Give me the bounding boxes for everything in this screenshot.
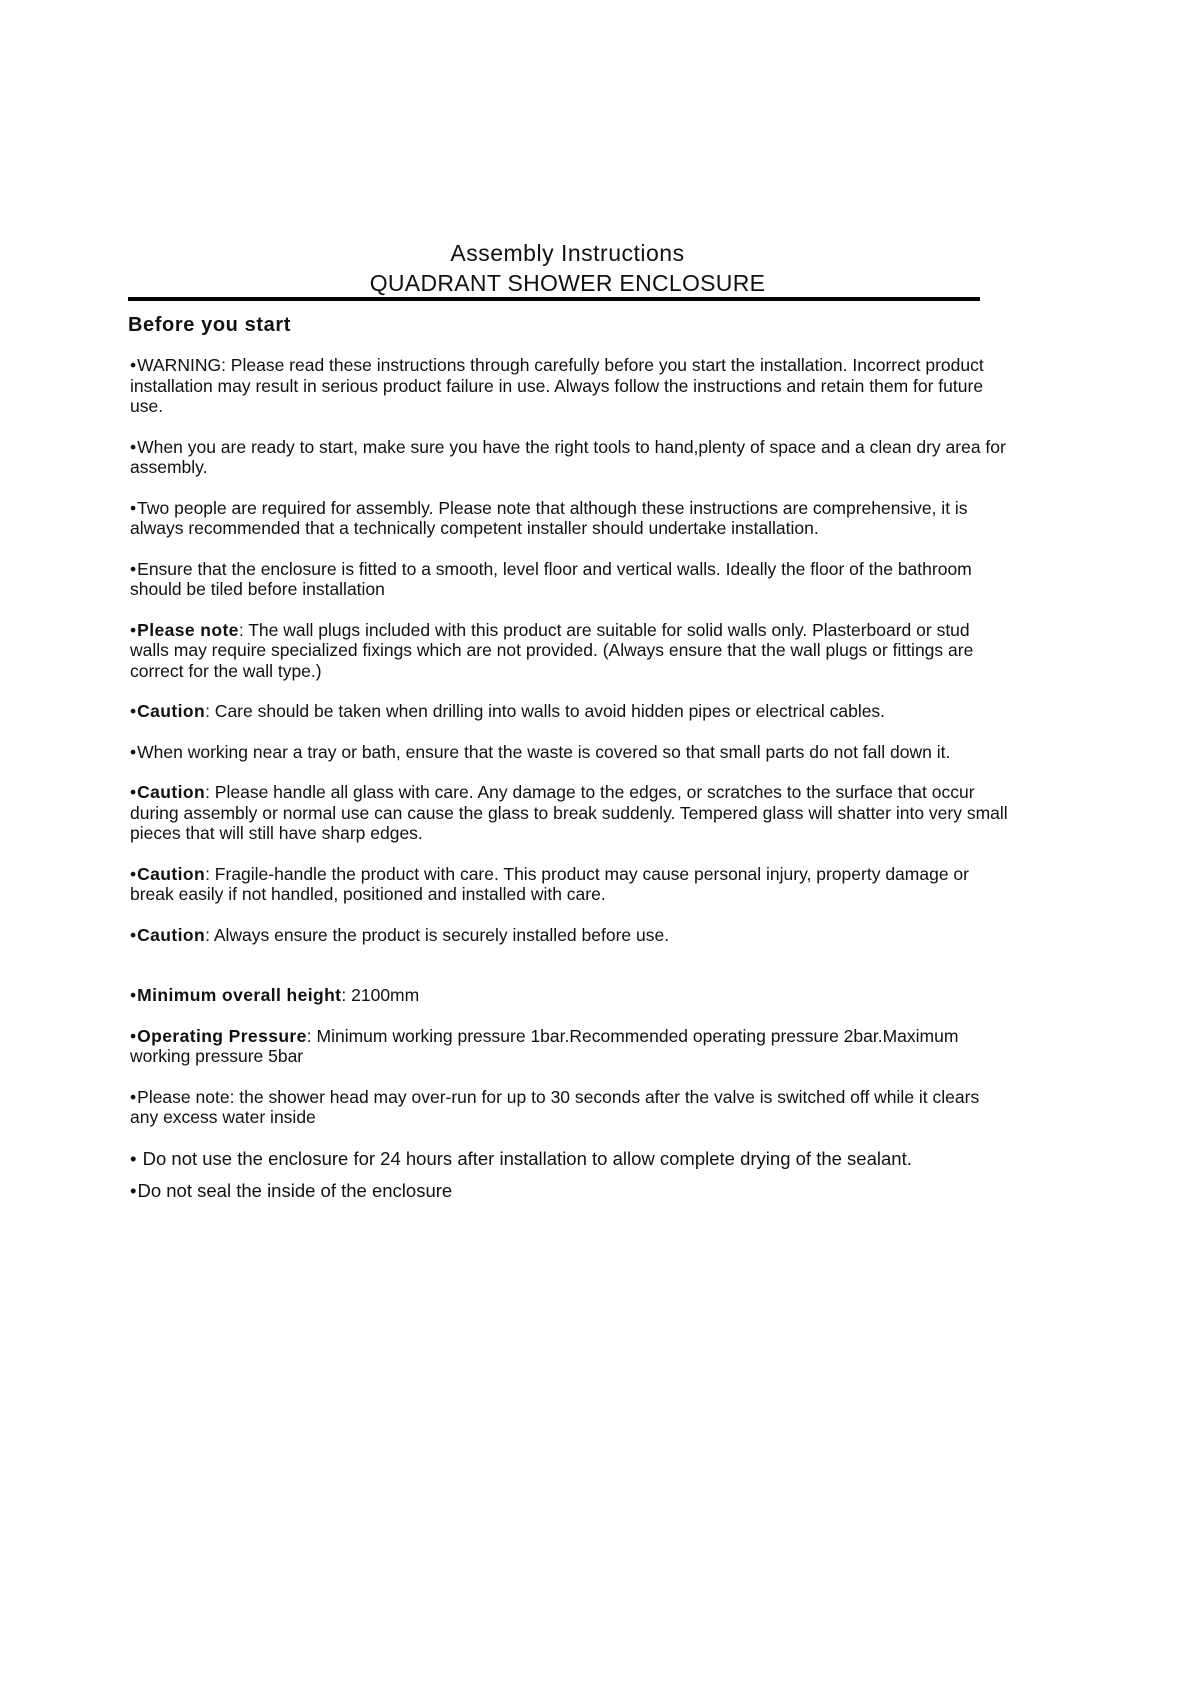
spacer (130, 965, 1010, 985)
paragraph-text: : The wall plugs included with this product are suitable for solid walls only. Plasterboard or stud walls may require specialized fixings which are not provided. (Always ensure that the wall plugs or fittings are correct for the wall type.) (130, 619, 974, 681)
paragraph-text: When working near a tray or bath, ensure that the waste is covered so that small parts do not fall down it. (137, 741, 951, 762)
instruction-paragraph (130, 864, 1010, 905)
bullet-marker: • (130, 1179, 137, 1201)
bullet-marker: • (130, 558, 137, 579)
bullet-marker: • (130, 985, 137, 1005)
bullet-marker: • (130, 924, 137, 945)
final-notes-list (130, 1148, 1010, 1202)
final-note (130, 1148, 1010, 1170)
bullet-marker: • (130, 355, 137, 375)
bullet-marker: • (130, 1147, 142, 1169)
paragraph-label: Caution (137, 782, 206, 802)
paragraph-text: : Fragile-handle the product with care. This product may cause personal injury, property damage or break easily if not handled, positioned and installed with care. (130, 863, 969, 904)
instruction-paragraph (130, 355, 1010, 417)
instruction-list (130, 355, 1010, 1128)
paragraph-label: Caution (137, 924, 206, 945)
paragraph-text: Two people are required for assembly. Please note that although these instructions are comprehensive, it is always recommended that a technically competent installer should undertake installation. (130, 497, 968, 538)
instruction-paragraph (130, 985, 1010, 1006)
paragraph-label: Operating Pressure (137, 1025, 307, 1046)
instruction-paragraph (130, 1026, 1010, 1067)
bullet-marker: • (130, 497, 137, 518)
instruction-paragraph (130, 559, 1010, 600)
paragraph-text: WARNING: Please read these instructions through carefully before you start the installation. Incorrect product installation may result in serious product failure in use. Always follow the instructions and retain them for future use. (130, 355, 984, 416)
paragraph-text: : Care should be taken when drilling into walls to avoid hidden pipes or electrical cables. (205, 701, 886, 721)
instruction-paragraph (130, 1087, 1010, 1128)
bullet-marker: • (130, 619, 137, 640)
document-title: Assembly Instructions (450, 240, 685, 266)
instructions-body (130, 355, 1010, 1212)
instruction-paragraph (130, 498, 1010, 539)
paragraph-label: Caution (137, 701, 206, 721)
instruction-paragraph (130, 620, 1010, 682)
instruction-paragraph (130, 925, 1010, 946)
instruction-paragraph (130, 701, 1010, 722)
paragraph-label: Please note (137, 619, 239, 640)
header-rule (128, 297, 980, 301)
paragraph-label: Caution (137, 863, 206, 884)
paragraph-text: When you are ready to start, make sure you have the right tools to hand,plenty of space and a clean dry area for assembly. (130, 436, 1006, 477)
paragraph-text: Please note: the shower head may over-run for up to 30 seconds after the valve is switched off while it clears any excess water inside (130, 1086, 980, 1127)
final-note-text: Do not use the enclosure for 24 hours after installation to allow complete drying of the sealant. (142, 1147, 912, 1169)
bullet-marker: • (130, 863, 137, 884)
instruction-paragraph (130, 437, 1010, 478)
bullet-marker: • (130, 1025, 137, 1046)
paragraph-text: : Minimum working pressure 1bar.Recommended operating pressure 2bar.Maximum working pressure 5bar (130, 1025, 959, 1066)
document-header (0, 238, 1135, 298)
section-heading: Before you start (128, 314, 291, 336)
paragraph-text: : Always ensure the product is securely installed before use. (205, 924, 670, 945)
paragraph-text: : Please handle all glass with care. Any damage to the edges, or scratches to the surface that occur during assembly or normal use can cause the glass to break suddenly. Tempered glass will shatter into very small pieces that will still have sharp edges. (130, 782, 1008, 843)
paragraph-text: Ensure that the enclosure is fitted to a smooth, level floor and vertical walls. Ideally the floor of the bathroom should be tiled before installation (130, 558, 972, 599)
bullet-marker: • (130, 1086, 137, 1107)
bullet-marker: • (130, 701, 137, 721)
document-subtitle: QUADRANT SHOWER ENCLOSURE (369, 270, 766, 296)
final-note (130, 1180, 1010, 1202)
paragraph-text: : 2100mm (341, 985, 420, 1005)
bullet-marker: • (130, 782, 137, 802)
bullet-marker: • (130, 741, 137, 762)
final-note-text: Do not seal the inside of the enclosure (137, 1179, 453, 1201)
paragraph-label: Minimum overall height (137, 985, 342, 1005)
bullet-marker: • (130, 436, 137, 457)
instruction-paragraph (130, 742, 1010, 763)
instruction-paragraph (130, 782, 1010, 844)
